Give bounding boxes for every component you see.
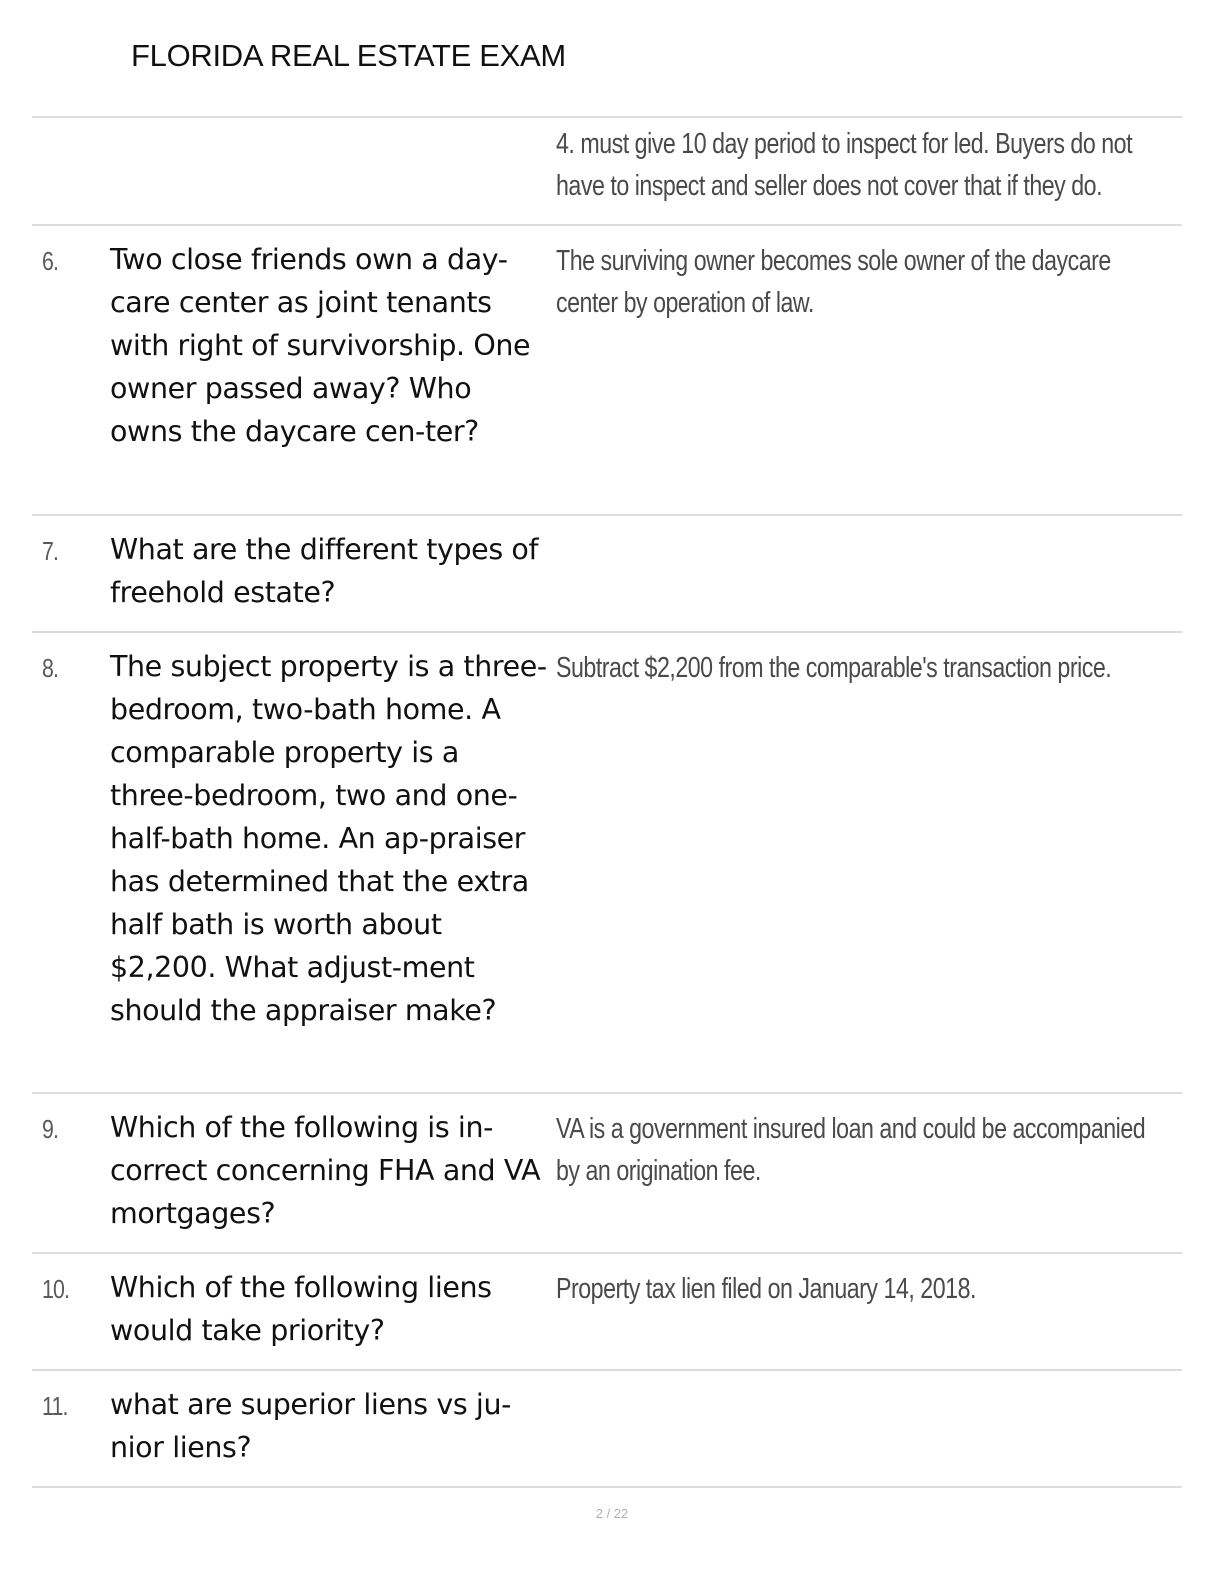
row-number: 6. xyxy=(42,246,59,276)
row-question: Which of the following liens would take priority? xyxy=(110,1271,492,1347)
table-row xyxy=(32,514,1182,631)
row-question: Which of the following is in-correct concerning FHA and VA mortgages? xyxy=(110,1111,541,1230)
row-number: 7. xyxy=(42,536,59,566)
row-question: What are the different types of freehold estate? xyxy=(110,533,539,609)
row-question: Two close friends own a day-care center as joint tenants with right of survivorship. One owner passed away? Who owns the daycare cen-ter? xyxy=(110,243,531,448)
page-title: FLORIDA REAL ESTATE EXAM xyxy=(131,38,566,73)
table-row xyxy=(32,1369,1182,1488)
row-question: The subject property is a three-bedroom, two-bath home. A comparable property is a three-bedroom, two and one-half-bath home. An ap-praiser has determined that the extra half bath is worth about $2,200. What adjust-ment should the appraiser make? xyxy=(110,650,547,1027)
row-answer: 4. must give 10 day period to inspect for led. Buyers do not have to inspect and seller does not cover that if they do. xyxy=(556,128,1133,202)
table-row xyxy=(32,631,1182,1092)
row-answer: Property tax lien filed on January 14, 2018. xyxy=(556,1273,976,1305)
row-number: 10. xyxy=(42,1274,70,1304)
row-answer: Subtract $2,200 from the comparable's transaction price. xyxy=(556,652,1112,684)
row-answer: The surviving owner becomes sole owner of the daycare center by operation of law. xyxy=(556,245,1111,319)
table-row xyxy=(32,116,1182,224)
row-number: 11. xyxy=(42,1391,68,1421)
row-answer: VA is a government insured loan and could be accompanied by an origination fee. xyxy=(556,1113,1146,1187)
table-row xyxy=(32,224,1182,514)
row-number: 9. xyxy=(42,1114,59,1144)
page-indicator: 2 / 22 xyxy=(595,1506,629,1521)
table-row xyxy=(32,1092,1182,1252)
row-number: 8. xyxy=(42,653,59,683)
table-row xyxy=(32,1252,1182,1369)
row-question: what are superior liens vs ju-nior liens? xyxy=(110,1388,511,1464)
